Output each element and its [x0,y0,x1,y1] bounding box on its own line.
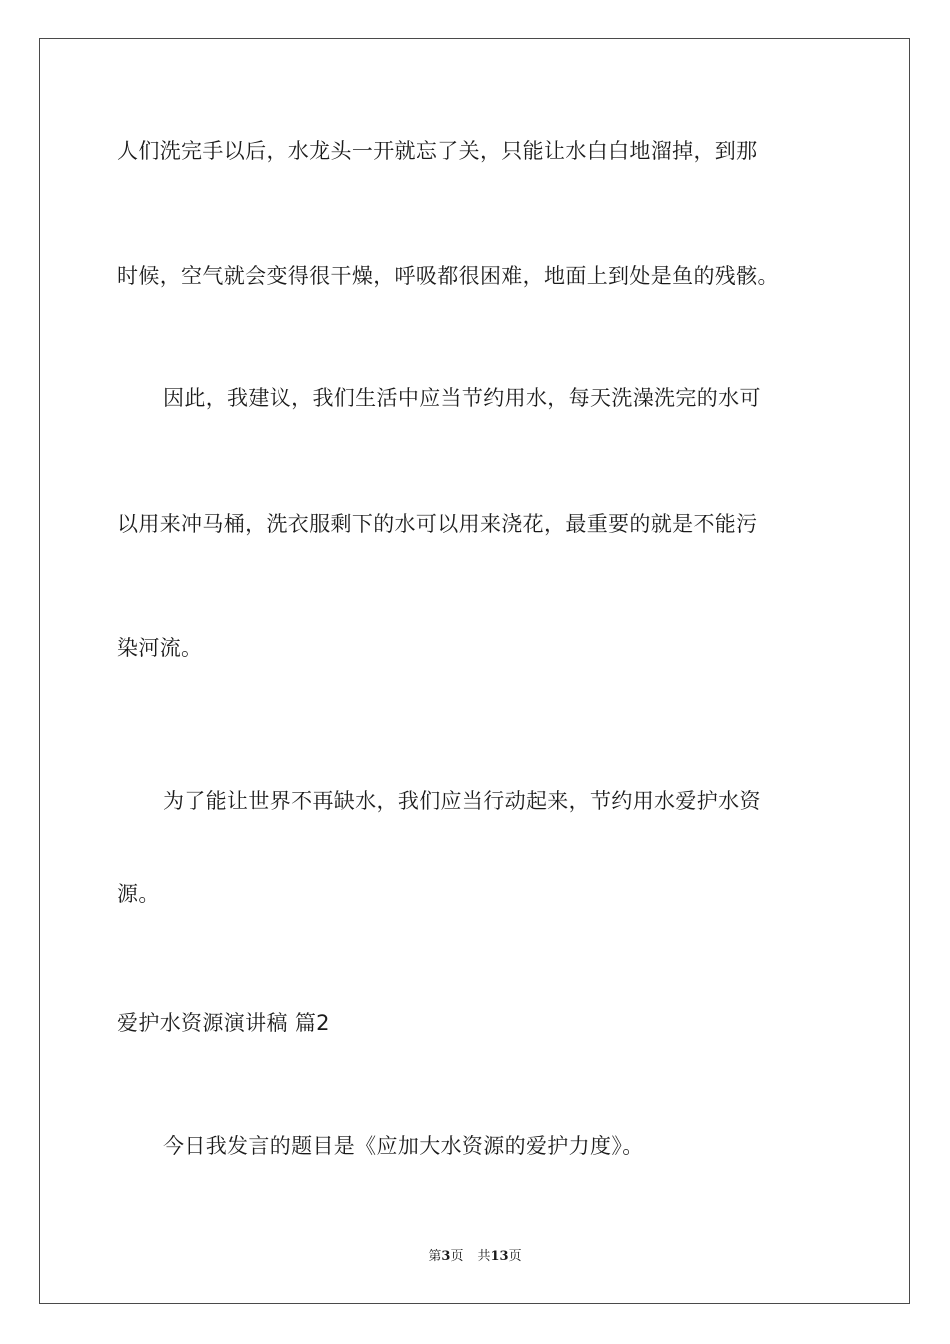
total-page-number: 13 [490,1249,509,1264]
page-border [39,38,910,1304]
paragraph-line: 今日我发言的题目是《应加大水资源的爱护力度》。 [163,1134,644,1158]
paragraph-line: 染河流。 [117,636,203,660]
paragraph-line: 为了能让世界不再缺水，我们应当行动起来，节约用水爱护水资 [163,789,761,813]
paragraph-line: 时候，空气就会变得很干燥，呼吸都很困难，地面上到处是鱼的残骸。 [117,264,779,288]
paragraph-line: 以用来冲马桶，洗衣服剩下的水可以用来浇花，最重要的就是不能污 [117,512,758,536]
page-footer [0,1248,950,1266]
current-page-number: 3 [441,1249,451,1264]
paragraph-line: 因此，我建议，我们生活中应当节约用水，每天洗澡洗完的水可 [163,386,761,410]
page-suffix: 页 [450,1249,464,1264]
section-heading: 爱护水资源演讲稿 篇2 [117,1011,330,1035]
total-prefix: 共 [477,1249,491,1264]
paragraph-line: 人们洗完手以后，水龙头一开就忘了关，只能让水白白地溜掉，到那 [117,139,758,163]
paragraph-line: 源。 [117,882,160,906]
total-suffix: 页 [508,1249,522,1264]
page-prefix: 第 [428,1249,442,1264]
